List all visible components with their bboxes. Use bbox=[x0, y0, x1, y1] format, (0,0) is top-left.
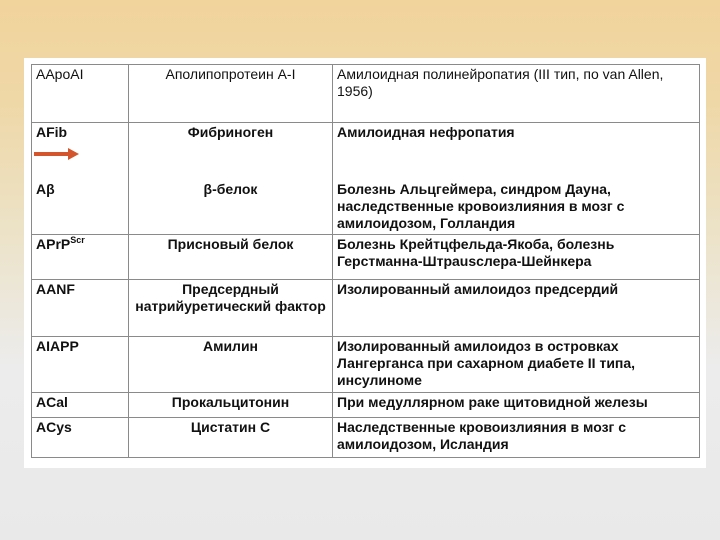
code-cell: AIAPP bbox=[32, 337, 129, 393]
protein-cell: Фибриноген bbox=[129, 123, 333, 180]
table-row bbox=[32, 65, 700, 123]
code-text: APrP bbox=[36, 236, 71, 252]
protein-cell: Цистатин С bbox=[129, 418, 333, 458]
disease-cell: Изолированный амилоидоз предсердий bbox=[333, 280, 700, 337]
disease-cell: Болезнь Альцгеймера, синдром Дауна, наследственные кровоизлияния в мозг с амилоидозом, Голландия bbox=[333, 180, 700, 235]
code-cell: Aβ bbox=[32, 180, 129, 235]
protein-cell: Аполипопротеин A-I bbox=[129, 65, 333, 123]
code-cell: ACal bbox=[32, 393, 129, 418]
table-row bbox=[32, 235, 700, 280]
code-cell: ACys bbox=[32, 418, 129, 458]
code-superscript: Scr bbox=[70, 235, 85, 245]
protein-cell: Предсердный натрийуретический фактор bbox=[129, 280, 333, 337]
protein-cell: β-белок bbox=[129, 180, 333, 235]
amyloid-table bbox=[31, 64, 700, 458]
disease-cell: Болезнь Крейтцфельда-Якоба, болезнь Герстманна-Штрausслера-Шейнкера bbox=[333, 235, 700, 280]
code-cell bbox=[32, 123, 129, 180]
protein-cell: Прокальцитонин bbox=[129, 393, 333, 418]
table-row bbox=[32, 418, 700, 458]
disease-cell: Наследственные кровоизлияния в мозг с амилоидозом, Исландия bbox=[333, 418, 700, 458]
code-text: AFib bbox=[36, 124, 68, 140]
right-arrow-icon bbox=[34, 148, 79, 160]
table-row bbox=[32, 280, 700, 337]
disease-cell: При медуллярном раке щитовидной железы bbox=[333, 393, 700, 418]
slide-card bbox=[24, 58, 706, 468]
protein-cell: Присновый белок bbox=[129, 235, 333, 280]
table-row bbox=[32, 123, 700, 180]
protein-cell: Амилин bbox=[129, 337, 333, 393]
code-cell: AANF bbox=[32, 280, 129, 337]
code-cell bbox=[32, 235, 129, 280]
disease-cell: Амилоидная полинейропатия (III тип, по van Allen, 1956) bbox=[333, 65, 700, 123]
table-row bbox=[32, 337, 700, 393]
disease-cell: Изолированный амилоидоз в островках Лангерганса при сахарном диабете II типа, инсулиноме bbox=[333, 337, 700, 393]
table-row bbox=[32, 180, 700, 235]
disease-cell: Амилоидная нефропатия bbox=[333, 123, 700, 180]
table-row bbox=[32, 393, 700, 418]
code-cell: AApoAI bbox=[32, 65, 129, 123]
